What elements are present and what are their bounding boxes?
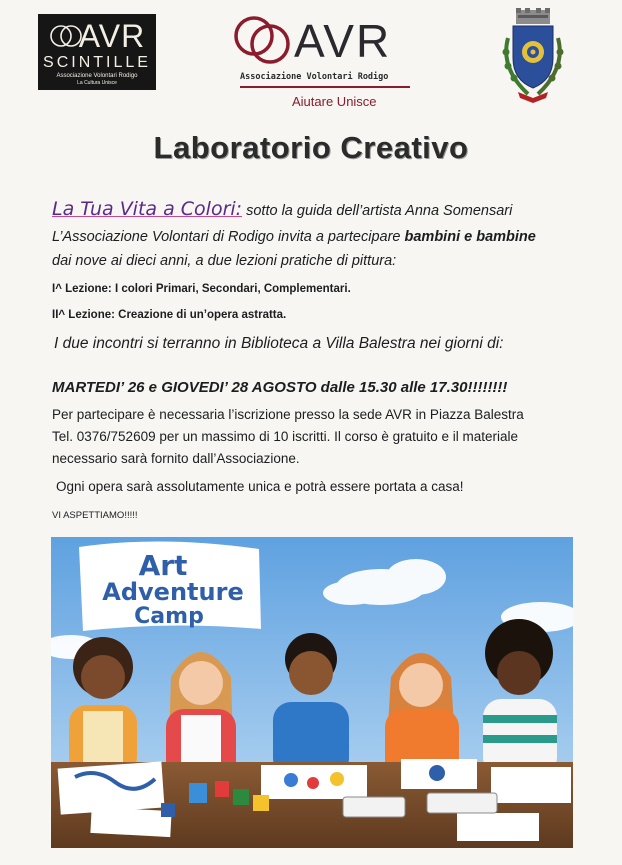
rings-icon <box>232 10 296 70</box>
age-line: dai nove ai dieci anni, a due lezioni pratiche di pittura: <box>52 253 397 269</box>
intro-rest: sotto la guida dell’artista Anna Somensari <box>242 203 513 219</box>
target-audience: bambini e bambine <box>404 229 536 245</box>
art-camp-illustration <box>51 537 573 848</box>
registration-line: Per partecipare è necessaria l’iscrizione presso la sede AVR in Piazza Balestra <box>52 407 524 422</box>
event-dates: MARTEDI’ 26 e GIOVEDI’ 28 AGOSTO dalle 15.30 alle 17.30!!!!!!!! <box>52 379 508 396</box>
avr-main-logo <box>232 8 412 110</box>
left-logo-line1: Associazione Volontari Rodigo <box>56 73 138 79</box>
intro-lead: La Tua Vita a Colori: <box>52 198 243 220</box>
avr-scintille-logo <box>38 14 156 90</box>
invitation-text: L’Associazione Volontari di Rodigo invita a partecipare <box>52 229 405 245</box>
registration-line: Tel. 0376/752609 per un massimo di 10 iscritti. Il corso è gratuito e il materiale <box>52 429 518 444</box>
lesson-label: I^ Lezione: <box>52 283 112 295</box>
rings-icon <box>48 22 88 54</box>
intro-line <box>52 200 512 220</box>
invitation-line <box>52 228 536 246</box>
center-logo-motto: Aiutare Unisce <box>292 94 377 109</box>
center-logo-subtitle: Associazione Volontari Rodigo <box>240 72 389 82</box>
lesson-item <box>52 280 351 298</box>
unique-artwork-line: Ogni opera sarà assolutamente unica e potrà essere portata a casa! <box>56 479 464 494</box>
left-logo-line2: La Cultura Unisce <box>77 80 117 86</box>
lesson-text: I colori Primari, Secondari, Complementari. <box>111 283 351 295</box>
logo-divider <box>240 86 410 88</box>
lesson-text: Creazione di un’opera astratta. <box>114 309 287 321</box>
left-logo-subtitle: SCINTILLE <box>43 54 151 71</box>
closing-line: VI ASPETTIAMO!!!!! <box>52 510 138 521</box>
municipal-coat-of-arms-icon <box>498 8 568 104</box>
child-figure <box>166 652 236 779</box>
banner-line: Adventure <box>102 578 244 606</box>
banner-line: Camp <box>134 604 204 629</box>
lesson-item <box>52 306 286 324</box>
meetings-line: I due incontri si terranno in Biblioteca a Villa Balestra nei giorni di: <box>54 335 504 352</box>
page-title: Laboratorio Creativo <box>153 130 469 165</box>
banner-line: Art <box>138 549 188 582</box>
registration-line: necessario sarà fornito dall’Associazione. <box>52 451 300 466</box>
lesson-label: II^ Lezione: <box>52 309 115 321</box>
left-logo-name: AVR <box>78 18 146 54</box>
center-logo-name: AVR <box>294 15 392 67</box>
